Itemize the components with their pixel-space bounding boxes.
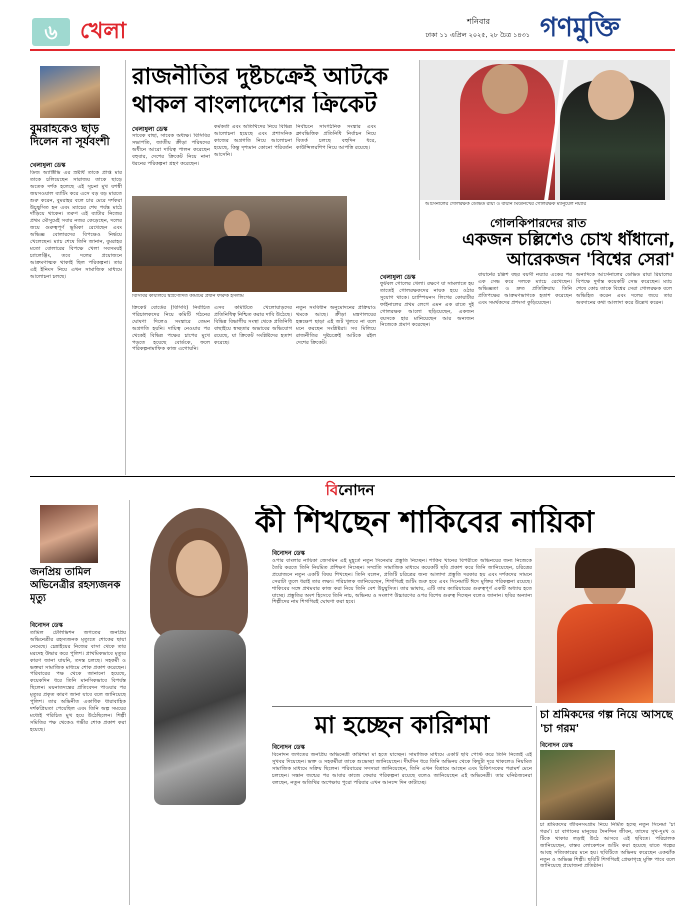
binodon-accent: বি: [325, 481, 339, 499]
tamil-body: তামিল টেলিভিশন জগতের জনপ্রিয় অভিনেত্রীর রহস্যজনক মৃত্যুতে শোকের ছায়া নেমেছে। চেন্নাইয়ের নিজের বাসা থেকে তার মরদেহ উদ্ধার করে পুলিশ। প্রাথমিকভাবে মৃত্যুর কারণ জানা যায়নি, তদন্ত চলছে। সহকর্মী ও ভক্তরা সামাজিক মাধ্যমে শোক প্রকাশ করেছেন। পরিবারের পক্ষ থেকে জানানো হয়েছে, কয়েকদিন ধরে তিনি মানসিকভাবে বিপর্যস্ত ছিলেন। ময়নাতদন্তের প্রতিবেদন পাওয়ার পর মৃত্যুর প্রকৃত কারণ জানা যাবে বলে জানিয়েছে পুলিশ। তার অভিনীত একাধিক ধারাবাহিক দর্শকপ্রিয়তা পেয়েছিল এবং তিনি অল্প সময়ের মধ্যেই পরিচিত মুখ হয়ে উঠেছিলেন। শিল্পী সমিতির পক্ষ থেকেও গভীর শোক প্রকাশ করা হয়েছে।: [30, 630, 126, 733]
politics-headline-line2: থাকল বাংলাদেশের ক্রিকেট: [132, 92, 377, 118]
section-label: খেলা: [80, 19, 127, 44]
header-rule: [30, 49, 675, 51]
karisma-headline: মা হচ্ছেন কারিশমা: [314, 711, 490, 739]
tea-photo: [540, 750, 615, 820]
header-date: ঢাকা ১১ এপ্রিল ২০২৫, ২৮ চৈত্র ১৪৩১: [425, 31, 530, 39]
tea-headline: চা শ্রমিকদের গল্প নিয়ে আসছে 'চা গরম': [540, 708, 673, 735]
heroine-photo-main: [130, 500, 270, 820]
shakib-byline: বিনোদন ডেস্ক: [272, 550, 305, 556]
binodon-rest: নোদন: [338, 481, 375, 499]
heroine-photo-right: [535, 548, 675, 703]
bumrah-byline: খেলাধুলা ডেস্ক: [30, 162, 66, 168]
keepers-photo-caption: আর্সেনালের গোলরক্ষক ডেভিড রায়া ও বায়ার্ন মিউনিখের গোলরক্ষক ম্যানুয়েল নয়্যার: [425, 202, 587, 207]
page-number-box: [32, 18, 70, 46]
keepers-headline-line1: গোলকিপারদের রাত: [490, 216, 587, 228]
politics-body-bottom1: ক্রিকেট বোর্ডের (বিসিবি) নির্বাচিত পরিচালকদের নিয়ে কমিটি গঠনের ঘোষণা দিলেও সংস্কারে তেমন অগ্রগতি হয়নি। দায়িত্ব নেওয়ার পর থেকেই বিভিন্ন পক্ষের চাপের মুখে পড়তে হয়েছে বোর্ডকে, ফলে পরিকল্পনামাফিক কাজ এগোয়নি।: [132, 305, 210, 353]
karisma-body: বিনোদন জগতের জনপ্রিয় অভিনেত্রী কারিশমা মা হতে যাচ্ছেন। সামাজিক মাধ্যমে একটি ছবি পোস্ট করে তিনি নিজেই এই সুখবর দিয়েছেন। ভক্ত ও সহকর্মীরা তাকে শুভেচ্ছা জানিয়েছেন। দীর্ঘদিন ধরে তিনি অভিনয় থেকে কিছুটা দূরে থাকলেও নিয়মিত সামাজিক মাধ্যমে সক্রিয় ছিলেন। পরিবারের সদস্যরা জানিয়েছেন, তিনি এখন বিশ্রামে আছেন এবং চিকিৎসকের পরামর্শ মেনে চলছেন। সন্তান জন্মের পর আবার কাজে ফেরার পরিকল্পনা রয়েছে বলেও জানিয়েছেন এই অভিনেত্রী। তার ঘনিষ্ঠজনেরা বলছেন, নতুন অতিথির অপেক্ষায় পুরো পরিবার এখন আনন্দে দিন কাটাচ্ছে।: [272, 752, 532, 786]
tamil-photo: [40, 505, 98, 563]
section-rule: [30, 476, 675, 477]
tea-body: চা শ্রমিকদের জীবনসংগ্রাম নিয়ে নির্মিত হচ্ছে নতুন সিনেমা 'চা গরম'। চা বাগানের মানুষের দৈনন্দিন জীবন, তাদের সুখ-দুঃখ ও টিকে থাকার লড়াই উঠে আসবে এই ছবিতে। পরিচালক জানিয়েছেন, বাস্তব লোকেশনে শুটিং করা হয়েছে যাতে গল্পের আবহ সত্যিকারের মনে হয়। ছবিটিতে অভিনয় করেছেন একঝাঁক নতুন ও অভিজ্ঞ শিল্পী। ছবিটি শিগগিরই প্রেক্ষাগৃহে মুক্তি পাবে বলে জানিয়েছে প্রযোজনা প্রতিষ্ঠান।: [540, 822, 675, 870]
header-day: শনিবার: [467, 17, 490, 26]
politics-body-bottom2: এসব কমিটিতে খেলোয়াড়দের প্রতিনিধিত্ব নিশ্চিত করার দাবি উঠেছে। বিভিন্ন বিভাগীয় সংস্থা থেকে প্রতিনিধি বাছাইয়ে স্বচ্ছতার অভাবের অভিযোগ রয়েছে, যা ক্রিকেট সংশ্লিষ্টদের হতাশ করেছে।: [214, 305, 292, 346]
binodon-banner: [290, 480, 410, 500]
bumrah-body: ডিজ অ্যাক্টিভি এর স্রষ্টার্ধ তাকে প্রাপ্ত মার তাকে চলিয়েছেন সারাজয় তাকে ছাড়ে অতেক দর্শক হলেছে এই সূচনা মুখ যশস্বী জয়সওয়াল ব্যাটিং করে এসে বড় বড় মারতে শুরু করেন, বুমরাহর বলে চার মেরে দর্শকরা উচ্ছ্বসিত হন এবং ম্যাচের শেষ পর্যন্ত মাঠে দাঁড়িয়ে থাকেন। তরুণ এই ব্যাটার নিজের প্রথম মৌসুমেই সবার নজর কেড়েছেন, দলের জয়ে গুরুত্বপূর্ণ ভূমিকা রেখেছেন এবং অভিজ্ঞ বোলারদের বিপক্ষেও নির্ভয়ে খেলেছেন। ম্যাচ শেষে তিনি জানান, বুমরাহর মতো বোলারের বিপক্ষে খেলা সবসময়ই চ্যালেঞ্জিং, তবে দলের প্রয়োজনে আক্রমণাত্মক থাকাই ছিল পরিকল্পনা। তার এই ইনিংস নিয়ে এখন সামাজিক মাধ্যমে আলোচনা চলছে।: [30, 170, 122, 280]
page-header: [0, 0, 700, 52]
keepers-body-col1: ফুটবল গোলের খেলা। রক্ষণে যা সামলাতে হয় তাতেই গোলরক্ষকদের নায়ক হয়ে ওঠার সুযোগ থাকে। চ্যাম্পিয়নস লিগের কোয়ার্টার ফাইনালের প্রথম লেগে এমন এক রাতে দুই গোলরক্ষক আলো ছড়িয়েছেন, একজন বয়সকে হার মানিয়েছেন আর অন্যজন নিজেকে প্রমাণ করেছেন।: [380, 281, 474, 329]
politics-body-col2: কর্মকর্তা এবং অতিথিদের নিয়ে বিভিন্ন আলোচনা হয়েছে এবং প্রশাসনিক কাজের অগ্রগতি নিয়ে আলোচনা হয়েছে, কিন্তু দৃশ্যমান কোনো পরিবর্তন আসেনি।: [214, 124, 292, 158]
karisma-rule: [272, 706, 532, 707]
col-divider: [536, 706, 537, 906]
keepers-headline-line3: আরেকজন 'বিশ্বের সেরা': [506, 250, 675, 270]
tea-byline: বিনোদন ডেস্ক: [540, 742, 573, 748]
masthead: গণমুক্তি: [540, 13, 620, 43]
keepers-photo: [420, 60, 670, 200]
shakib-headline: কী শিখছেন শাকিবের নায়িকা: [255, 505, 594, 540]
shakib-body: ওপার বাংলার নায়িকা জেসমিন এই মুহূর্তে নতুন সিনেমার প্রস্তুতি নিচ্ছেন। শাকিব খানের বিপরীতে অভিনয়ের জন্য নিজেকে তৈরি করতে তিনি নিয়মিত প্রশিক্ষণ নিচ্ছেন। সম্প্রতি সামাজিক মাধ্যমে কয়েকটি ছবি প্রকাশ করে তিনি জানিয়েছেন, চরিত্রের প্রয়োজনে নতুন একটি বিষয় শিখছেন। তিনি বলেন, প্রতিটি চরিত্রের জন্য আলাদা প্রস্তুতি দরকার হয় এবং দর্শকদের সামনে সেরাটা তুলে ধরাই তার লক্ষ্য। পরিচালক জানিয়েছেন, শিগগিরই শুটিং শুরু হবে এবং সিনেমাটি ঈদে মুক্তির পরিকল্পনা রয়েছে। শাকিবের সঙ্গে প্রথমবার কাজ করা নিয়ে তিনি বেশ উচ্ছ্বসিত। তার ভাষায়, এটি তার ক্যারিয়ারের গুরুত্বপূর্ণ একটি অধ্যায় হতে যাচ্ছে। প্রস্তুতির অংশ হিসেবে তিনি নাচ, অভিনয় ও সংলাপ উচ্চারণের ওপর বিশেষ গুরুত্ব দিচ্ছেন বলেও জানান। ছবির অন্যান্য শিল্পীদের নাম শিগগিরই ঘোষণা করা হবে।: [272, 558, 532, 606]
page-number: ৬: [44, 20, 58, 44]
keepers-body-col3: অন্যদিকে আর্সেনালের ডেভিড রায়া রিয়ালের বিপক্ষে দুর্দান্ত কয়েকটি সেভ করেছেন। ম্যাচ শেষে কোচ তাকে বিশ্বের সেরা গোলরক্ষক বলে অভিহিত করেন এবং দলের জয়ে তার অবদানের কথা আলাদা করে উল্লেখ করেন।: [576, 272, 672, 306]
col-divider: [125, 60, 126, 475]
tamil-headline: জনপ্রিয় তামিল অভিনেত্রীর রহস্যজনক মৃত্যু: [30, 567, 121, 604]
politics-photo: [132, 196, 347, 292]
politics-body-col1: সাবেক বাছা, সাবেক অধ্যক্ষ। বিসিবির সভাপতি, জাতীয় ক্রীড়া পরিষদের অধীনে আরো দায়িত্ব পালন করেছেন বহুবার, দেশের ক্রিকেট নিয়ে নানা ধরনের পরিকল্পনা গ্রহণ করেছেন।: [132, 133, 210, 167]
bumrah-headline: বুমরাহকেও ছাড় দিলেন না সূর্যবংশী: [30, 122, 110, 148]
politics-byline: খেলাধুলা ডেস্ক: [132, 126, 168, 132]
politics-body-col3: নির্বাচনে সাংগঠনিক সংস্কার এবং ক্লাবভিত্তিক প্রতিনিধি নির্বাচন নিয়ে বিতর্ক চলছে বহুদিন ধরে, কাউন্সিলরশিপ নিয়ে আপত্তি রয়েছে।: [296, 124, 376, 151]
karisma-byline: বিনোদন ডেস্ক: [272, 744, 305, 750]
politics-headline-line1: রাজনীতির দুষ্টচক্রেই আটকে: [132, 64, 389, 90]
politics-photo-caption: বিসিবির কার্যালয়ে স্বপ্রণোদিত কমিটির প্রধান ফারুক ইসলাম: [132, 294, 244, 299]
keepers-body-col2: বায়ার্নের চল্লিশ বছর বয়সী নয়্যার একের পর এক সেভ করে দলকে ম্যাচে রেখেছেন। অভিজ্ঞতা ও দ্রুত প্রতিক্রিয়ায় তিনি প্রতিপক্ষের আক্রমণভাগকে হতাশ করেছেন এবং সমর্থকদের প্রশংসা কুড়িয়েছেন।: [478, 272, 572, 306]
keepers-headline-line2: একজন চল্লিশেও চোখ ধাঁধানো,: [462, 230, 675, 250]
keepers-byline: খেলাধুলা ডেস্ক: [380, 274, 416, 280]
bumrah-photo: [40, 66, 100, 118]
tamil-byline: বিনোদন ডেস্ক: [30, 622, 63, 628]
politics-body-bottom3: নতুন সংবিধান অনুমোদনের প্রক্রিয়াও থমকে আছে। ক্রীড়া মন্ত্রণালয়ের হস্তক্ষেপ ছাড়া এই জট খুলবে না বলে মনে করছেন সংশ্লিষ্টরা। সব মিলিয়ে রাজনীতির দুষ্টচক্রেই আটকে রইল দেশের ক্রিকেট।: [296, 305, 376, 346]
